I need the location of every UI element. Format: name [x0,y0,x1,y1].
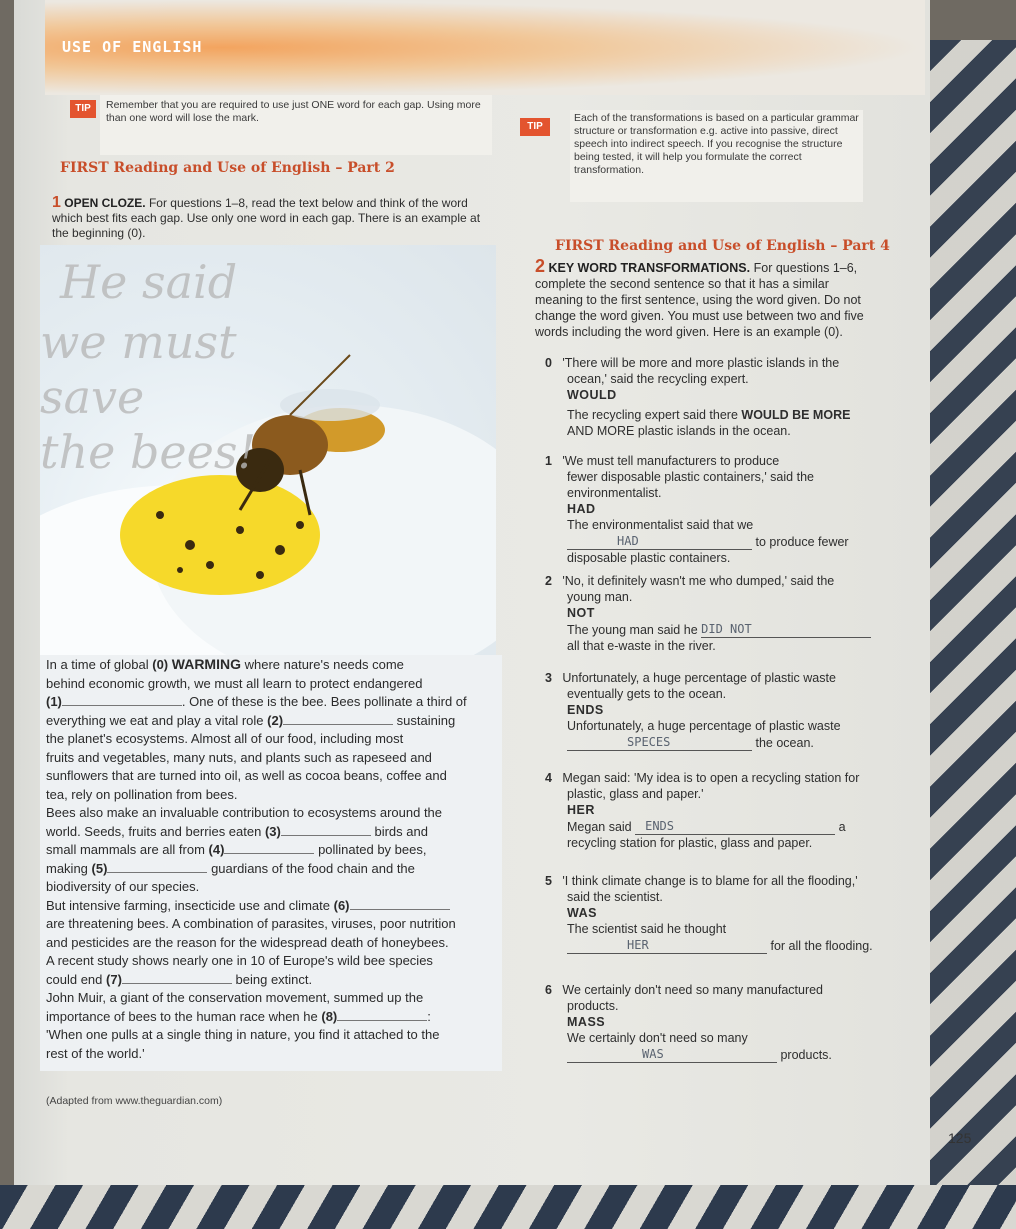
gap-6[interactable] [350,909,450,910]
tip-badge-left: TIP [70,100,96,118]
page-number: 125 [948,1130,972,1146]
part2-title: FIRST Reading and Use of English – Part 2 [60,160,395,176]
question-1: 1 'We must tell manufacturers to produce fewer disposable plastic containers,' said the environmentalist. HAD The environmentalist said that we HAD to produce fewer disposable plastic containers. [545,453,875,566]
part2-number: 1 [52,194,61,211]
answer-field-3[interactable]: SPECES [567,734,752,751]
keyword: HAD [567,502,596,516]
cloze-text [40,655,502,1071]
part4-instructions [535,258,875,340]
cloze-line: rest of the world.' [46,1045,145,1061]
cloze-line: In a time of global (0) WARMING where nature's needs come [46,656,404,672]
cloze-line: But intensive farming, insecticide use and climate (6) [46,897,502,916]
keyword: WAS [567,906,597,920]
keyword: MASS [567,1015,606,1029]
answer-field-6[interactable]: WAS [567,1046,777,1063]
question-4: 4 Megan said: 'My idea is to open a recycling station for plastic, glass and paper.' HER Megan said ENDS a recycling station for plastic, glass and paper. [545,770,895,851]
cloze-line: small mammals are all from (4) pollinated by bees, [46,842,427,857]
cloze-line: tea, rely on pollination from bees. [46,786,238,802]
script-line-3: save [40,370,145,424]
keyword: ENDS [567,703,604,717]
example-answer: WARMING [171,656,241,672]
keyword: HER [567,803,595,817]
example-answer: WOULD BE MORE [741,408,851,422]
tip-text-left: Remember that you are required to use just ONE word for each gap. Using more than one word will lose the mark. [106,99,481,124]
part2-heading: OPEN CLOZE. [64,196,146,210]
question-6: 6 We certainly don't need so many manufactured products. MASS We certainly don't need so many WAS products. [545,982,895,1063]
source-credit: (Adapted from www.theguardian.com) [46,1095,223,1107]
part4-heading: KEY WORD TRANSFORMATIONS. [548,261,751,275]
cloze-line: biodiversity of our species. [46,879,200,894]
gap-3[interactable] [281,835,371,836]
section-header: USE OF ENGLISH [62,38,203,56]
gap-8[interactable] [337,1020,427,1021]
cloze-line: (1) . One of these is the bee. Bees pollinate a third of [46,694,467,709]
question-3: 3 Unfortunately, a huge percentage of plastic waste eventually gets to the ocean. ENDS Unfortunately, a huge percentage of plastic waste SPECES the ocean. [545,670,895,751]
tip-text-right: Each of the transformations is based on a particular grammar structure or transformation e.g. active into passive, direct speech into indirect speech. If you recognise the structure being tested, it will help you formulate the correct transformation. [574,112,859,176]
table-cloth-bottom [0,1185,1016,1229]
cloze-line: are threatening bees. A combination of parasites, viruses, poor nutrition [46,916,456,931]
cloze-line: behind economic growth, we must all learn to protect endangered [46,675,423,691]
cloze-line: sunflowers that are turned into oil, as well as cocoa beans, coffee and [46,768,447,783]
cloze-line: making (5) guardians of the food chain and the [46,860,415,876]
script-line-2: we must [40,315,237,369]
part4-title: FIRST Reading and Use of English – Part 4 [555,238,890,254]
script-line-1: He said [60,255,238,309]
cloze-line: importance of bees to the human race when he (8) : [46,1008,431,1024]
answer-field-2[interactable]: DID NOT [701,621,871,638]
cloze-line: Bees also make an invaluable contribution to ecosystems around the [46,805,443,820]
part2-instructions [52,195,492,241]
part4-instruction-text: For questions 1–6, complete the second sentence so that it has a similar meaning to the first sentence, using the word given. Do not change the word given. You must use between two and five words including the word given. Here is an example (0). [535,261,864,339]
cloze-line: everything we eat and play a vital role (2) sustaining [46,712,456,728]
cloze-line: 'When one pulls at a single thing in nature, you find it attached to the [46,1027,440,1042]
gap-5[interactable] [107,872,207,873]
keyword: NOT [567,606,595,620]
gap-1[interactable] [62,705,182,706]
tip-box-left [100,95,492,155]
question-0: 0 'There will be more and more plastic islands in the ocean,' said the recycling expert. WOULD The recycling expert said there WOULD BE MORE AND MORE plastic islands in the ocean. [545,355,875,439]
answer-field-1[interactable]: HAD [567,533,752,550]
tip-box-right [570,110,863,202]
cloze-line: fruits and vegetables, many nuts, and plants such as rapeseed and [46,749,432,765]
answer-field-5[interactable]: HER [567,937,767,954]
gap-7[interactable] [122,983,232,984]
cloze-line: A recent study shows nearly one in 10 of Europe's wild bee species [46,953,433,968]
table-cloth-right [930,40,1016,1229]
part4-number: 2 [535,256,546,276]
cloze-line: the planet's ecosystems. Almost all of our food, including most [46,731,404,746]
cloze-line: could end (7) being extinct. [46,971,313,987]
tip-badge-right: TIP [520,118,550,136]
question-5: 5 'I think climate change is to blame for all the flooding,' said the scientist. WAS The scientist said he thought HER for all the flooding. [545,873,895,954]
cloze-line: world. Seeds, fruits and berries eaten (3) birds and [46,823,428,839]
script-line-4: the bees! [40,425,256,479]
gap-2[interactable] [283,724,393,725]
gap-4[interactable] [224,853,314,854]
part2-instruction-text: For questions 1–8, read the text below and think of the word which best fits each gap. Use only one word in each gap. There is an example at the beginning (0). [52,196,481,240]
keyword: WOULD [567,388,617,402]
bee-photo [40,245,496,655]
cloze-line: John Muir, a giant of the conservation movement, summed up the [46,990,424,1005]
answer-field-4[interactable]: ENDS [635,818,835,835]
question-2: 2 'No, it definitely wasn't me who dumped,' said the young man. NOT The young man said he DID NOT all that e-waste in the river. [545,573,875,654]
cloze-line: and pesticides are the reason for the widespread death of honeybees. [46,934,449,950]
